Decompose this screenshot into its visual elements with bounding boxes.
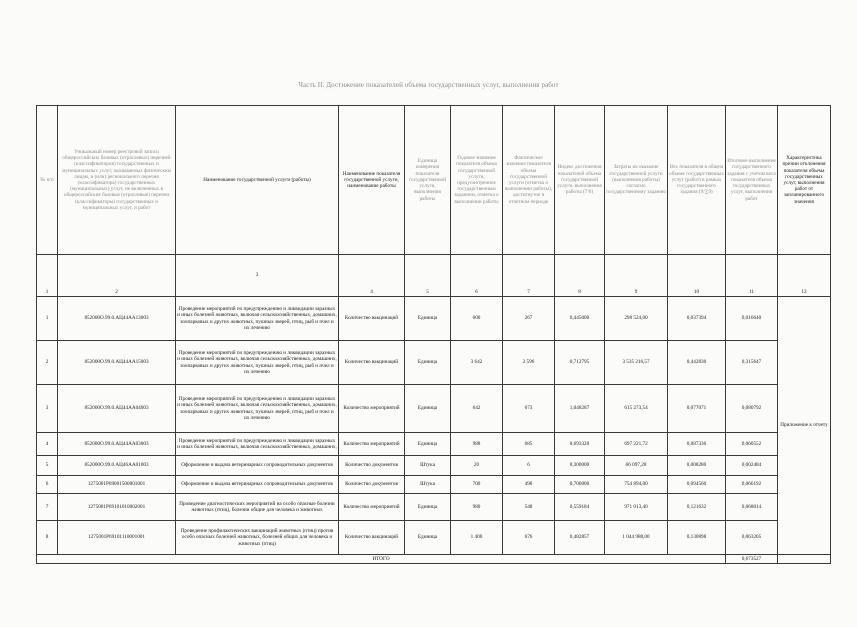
col-number: 4	[339, 255, 405, 297]
total-value: 0,673527	[726, 555, 778, 564]
registry-code: 852000О.99.0.АЦ46АА01003	[58, 456, 176, 476]
actual-value: 685	[503, 433, 555, 456]
index-value: 0,712795	[555, 341, 605, 385]
table-row	[37, 385, 831, 433]
col-number: 2	[58, 255, 176, 297]
col-number: 11	[726, 255, 778, 297]
row-number: 2	[37, 341, 58, 385]
service-name: Проведение мероприятий по предупреждению и ликвидации заразных и иных болезней животных, включая сельскохозяйственных, домашних, зоопарковых и других животных, пушных зверей, птиц, рыб и пчел и их лечению	[176, 341, 339, 385]
header-indicator: Наименование показателя государственной услуги, наименование работы	[339, 106, 405, 255]
actual-value: 267	[503, 297, 555, 341]
table-row	[37, 433, 831, 456]
planned-value: 980	[451, 494, 503, 521]
registry-code: 1275001Р69101010002001	[58, 494, 176, 521]
weight-value: 0,008280	[668, 456, 726, 476]
result-value: 0,063205	[726, 521, 778, 555]
unit: Единица	[405, 433, 451, 456]
row-number: 6	[37, 476, 58, 494]
costs-value: 754 894,00	[605, 476, 668, 494]
header-performance: Итоговое выполнение государственного задания с учетом веса показателя объема государственных услуг, выполнения работ	[726, 106, 778, 255]
table-row	[37, 341, 831, 385]
weight-value: 0,130898	[668, 521, 726, 555]
col-number: 12	[778, 255, 831, 297]
registry-code: 852000О.99.0.АЦ44АА13003	[58, 297, 176, 341]
header-num: № п/п	[37, 106, 58, 255]
unit: Единица	[405, 494, 451, 521]
header-planned: Годовое значение показателя объема государственной услуги, предусмотренное государственным заданием, отметка о выполнении работы	[451, 106, 503, 255]
service-name: Оформление и выдача ветеринарных сопроводительных документов	[176, 456, 339, 476]
service-name: Проведение мероприятий по предупреждению и ликвидации заразных и иных болезней животных, включая сельскохозяйственных, домашних,	[176, 433, 339, 456]
header-actual: Фактическое значение показателя объема государственной услуги (отметка о выполнении работы), достигнутое в отчетном периоде	[503, 106, 555, 255]
actual-value: 548	[503, 494, 555, 521]
service-name: Проведение диагностических мероприятий на особо опасные болезни животных (птиц), болезни общие для человека и животных	[176, 494, 339, 521]
col-number: 3	[176, 255, 339, 297]
service-name: Проведение профилактических вакцинаций животных (птиц) против особо опасных болезней животных, болезней общих для человека и животных (птиц)	[176, 521, 339, 555]
service-name: Проведение мероприятий по предупреждению и ликвидации заразных и иных болезней животных, включая сельскохозяйственных, домашних, зоопарковых и других животных, пушных зверей, птиц, рыб и пчел и их лечению	[176, 385, 339, 433]
header-service-name: Наименование государственной услуги (работы)	[176, 106, 339, 255]
registry-code: 1275001Р69001500001001	[58, 476, 176, 494]
actual-value: 490	[503, 476, 555, 494]
indicator-name: Количество мероприятий	[339, 494, 405, 521]
indicator-name: Количество вакцинаций	[339, 341, 405, 385]
costs-value: 971 013,40	[605, 494, 668, 521]
total-row	[37, 555, 831, 564]
planned-value: 1 400	[451, 521, 503, 555]
actual-value: 2 596	[503, 341, 555, 385]
index-value: 0,693320	[555, 433, 605, 456]
indicator-name: Количество мероприятий	[339, 385, 405, 433]
costs-value: 298 524,00	[605, 297, 668, 341]
col-number: 6	[451, 255, 503, 297]
weight-value: 0,121632	[668, 494, 726, 521]
unit: Единица	[405, 521, 451, 555]
index-value: 0,482857	[555, 521, 605, 555]
planned-value: 20	[451, 456, 503, 476]
planned-value: 600	[451, 297, 503, 341]
unit: Единица	[405, 341, 451, 385]
col-number: 9	[605, 255, 668, 297]
index-value: 1,048287	[555, 385, 605, 433]
col-number: 5	[405, 255, 451, 297]
row-number: 1	[37, 297, 58, 341]
note-cell: Приложение к отчету	[778, 297, 831, 555]
registry-code: 852000О.99.0.АЦ44АА04003	[58, 385, 176, 433]
indicator-name: Количество вакцинаций	[339, 521, 405, 555]
table-row	[37, 297, 831, 341]
header-index: Индекс достижения показателей объема государственной услуги, выполнения работы (7/6)	[555, 106, 605, 255]
costs-value: 1 044 988,00	[605, 521, 668, 555]
unit: Штука	[405, 456, 451, 476]
table-row	[37, 521, 831, 555]
column-number-row	[37, 255, 831, 297]
registry-code: 1275001Р69101110001001	[58, 521, 176, 555]
unit: Штука	[405, 476, 451, 494]
actual-value: 6	[503, 456, 555, 476]
weight-value: 0,087336	[668, 433, 726, 456]
row-number: 8	[37, 521, 58, 555]
header-unit: Единица измерения показателя государственной услуги, выполнения работы	[405, 106, 451, 255]
row-number: 7	[37, 494, 58, 521]
total-reason-cell	[778, 555, 831, 564]
header-costs: Затраты на оказание государственной услуги (выполнения работы) согласно государственному заданию	[605, 106, 668, 255]
planned-value: 642	[451, 385, 503, 433]
result-value: 0,016640	[726, 297, 778, 341]
planned-value: 988	[451, 433, 503, 456]
planned-value: 700	[451, 476, 503, 494]
row-number: 5	[37, 456, 58, 476]
indicator-name: Количество мероприятий	[339, 433, 405, 456]
unit: Единица	[405, 297, 451, 341]
table-row	[37, 494, 831, 521]
row-number: 4	[37, 433, 58, 456]
col-number: 8	[555, 255, 605, 297]
costs-value: 697 221,72	[605, 433, 668, 456]
header-weight: Вес показателя в общем объеме государственных услуг (работ) в рамках государственного задания (9/∑9)	[668, 106, 726, 255]
indicator-name: Количество документов	[339, 456, 405, 476]
result-value: 0,066192	[726, 476, 778, 494]
header-reason: Характеристика причин отклонения показателя объема государственных услуг, выполнения работ от запланированного значения	[778, 106, 831, 255]
total-label: ИТОГО	[37, 555, 726, 564]
table-row	[37, 476, 831, 494]
indicator-name: Количество документов	[339, 476, 405, 494]
table-row	[37, 456, 831, 476]
performance-table	[36, 105, 831, 564]
costs-value: 66 097,20	[605, 456, 668, 476]
registry-code: 852000О.99.0.АЦ44АА15003	[58, 341, 176, 385]
service-name: Проведение мероприятий по предупреждению и ликвидации заразных и иных болезней животных, включая сельскохозяйственных, домашних, зоопарковых и других животных, пушных зверей, птиц, рыб и пчел и их лечению	[176, 297, 339, 341]
costs-value: 3 535 216,57	[605, 341, 668, 385]
index-value: 0,300000	[555, 456, 605, 476]
costs-value: 615 273,54	[605, 385, 668, 433]
weight-value: 0,094560	[668, 476, 726, 494]
registry-code: 852000О.99.0.АЦ44АА03003	[58, 433, 176, 456]
row-number: 3	[37, 385, 58, 433]
actual-value: 673	[503, 385, 555, 433]
service-name: Оформление и выдача ветеринарных сопроводительных документов	[176, 476, 339, 494]
col-number: 1	[37, 255, 58, 297]
result-value: 0,315647	[726, 341, 778, 385]
result-value: 0,002484	[726, 456, 778, 476]
weight-value: 0,077071	[668, 385, 726, 433]
actual-value: 676	[503, 521, 555, 555]
index-value: 0,700000	[555, 476, 605, 494]
index-value: 0,559184	[555, 494, 605, 521]
result-value: 0,080792	[726, 385, 778, 433]
header-registry: Уникальный номер реестровой записи общероссийских базовых (отраслевых) перечней (классификаторов) государственных и муниципальных услуг, оказываемых физическим лицам, и (или) регионального перечня (классификатора) государственных (муниципальных) услуг, не включенных в общероссийские базовые (отраслевые) перечни (классификаторы) государственных и муниципальных услуг, и работ	[58, 106, 176, 255]
section-title: Часть II. Достижение показателей объема государственных услуг, выполнения работ	[298, 81, 559, 89]
result-value: 0,068014	[726, 494, 778, 521]
col-number: 7	[503, 255, 555, 297]
indicator-name: Количество вакцинаций	[339, 297, 405, 341]
result-value: 0,060552	[726, 433, 778, 456]
col-number: 10	[668, 255, 726, 297]
index-value: 0,445000	[555, 297, 605, 341]
header-row	[37, 106, 831, 255]
weight-value: 0,037394	[668, 297, 726, 341]
planned-value: 3 642	[451, 341, 503, 385]
unit: Единица	[405, 385, 451, 433]
weight-value: 0,442830	[668, 341, 726, 385]
